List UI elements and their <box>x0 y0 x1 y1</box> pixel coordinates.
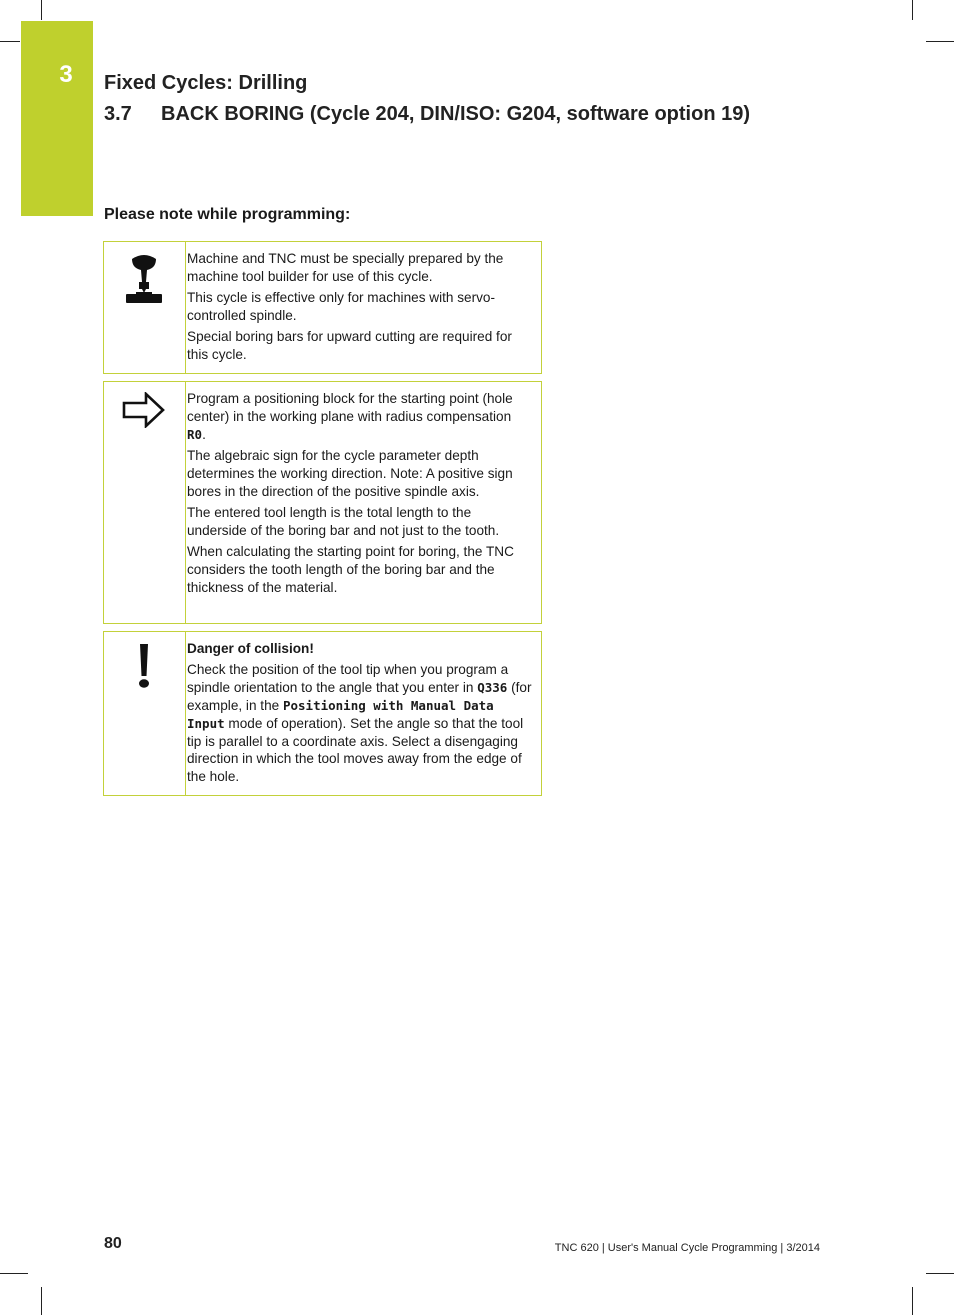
subheading: Please note while programming: <box>104 206 351 223</box>
note-paragraph: The entered tool length is the total length to the underside of the boring bar and not just to the tooth. <box>187 504 500 538</box>
note-box-programming <box>103 381 542 624</box>
note-paragraph: Special boring bars for upward cutting are required for this cycle. <box>187 329 512 363</box>
warning-title: Danger of collision! <box>187 641 314 656</box>
chapter-tab <box>21 21 93 216</box>
code-mode-name: Positioning with Manual Data Input <box>187 697 494 731</box>
note-box-warning <box>103 631 542 796</box>
text-run: mode of operation). Set the angle so that the tool tip is parallel to a coordinate axis. Select a disengaging direction in which the tool moves away from the edge of the hole. <box>187 715 524 785</box>
machine-tool-icon <box>118 253 170 307</box>
note-paragraph <box>187 661 533 786</box>
section-title-text: BACK BORING (Cycle 204, DIN/ISO: G204, software option 19) <box>161 103 751 125</box>
section-title <box>104 103 750 126</box>
arrow-right-icon <box>118 392 170 428</box>
crop-mark <box>41 0 42 20</box>
divider <box>185 632 186 796</box>
note-text <box>187 250 533 368</box>
crop-mark <box>912 1287 913 1315</box>
chapter-title: Fixed Cycles: Drilling <box>104 72 308 94</box>
crop-mark <box>926 1273 954 1274</box>
crop-mark <box>926 41 954 42</box>
note-paragraph <box>187 390 533 443</box>
crop-mark <box>0 41 20 42</box>
section-number: 3.7 <box>104 103 132 125</box>
note-box-machine <box>103 241 542 374</box>
page-number: 80 <box>104 1235 122 1252</box>
code-q336: Q336 <box>477 680 508 696</box>
note-paragraph: Machine and TNC must be specially prepared by the machine tool builder for use of this cycle. <box>187 251 504 284</box>
chapter-number: 3 <box>59 61 73 88</box>
note-text <box>187 640 533 790</box>
code-r0: R0 <box>187 426 203 442</box>
exclamation-icon <box>118 642 170 690</box>
note-text <box>187 390 533 600</box>
crop-mark <box>912 0 913 20</box>
crop-mark <box>41 1287 42 1315</box>
divider <box>185 382 186 624</box>
note-paragraph: This cycle is effective only for machines with servo-controlled spindle. <box>187 290 495 323</box>
text-run: Check the position of the tool tip when you program a spindle orientation to the angle that you enter in <box>187 662 509 696</box>
text-run: (for example, in the <box>187 680 532 713</box>
text-run: . <box>202 426 206 442</box>
note-paragraph: The algebraic sign for the cycle parameter depth determines the working direction. Note: A positive sign bores in the direction of the positive spindle axis. <box>187 447 513 499</box>
divider <box>185 242 186 374</box>
note-paragraph: When calculating the starting point for boring, the TNC considers the tooth length of the boring bar and the thickness of the material. <box>187 544 514 595</box>
crop-mark <box>0 1273 28 1274</box>
text-run: Program a positioning block for the starting point (hole center) in the working plane with radius compensation <box>187 391 513 424</box>
footer-text: TNC 620 | User's Manual Cycle Programming | 3/2014 <box>554 1242 820 1254</box>
